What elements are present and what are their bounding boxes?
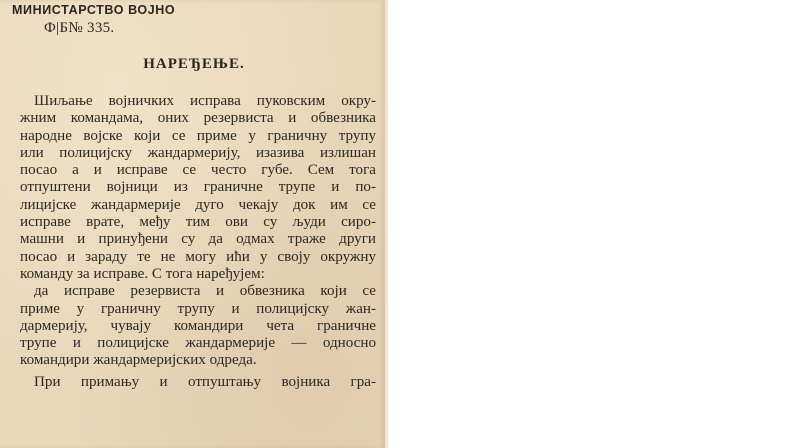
- text-line: машни и принуђени су да одмах траже други: [20, 231, 376, 248]
- text-line: лицијске жандармерије дуго чекају док им се: [20, 196, 376, 213]
- blank-area: [388, 0, 800, 448]
- document-body: [20, 93, 376, 391]
- text-line: Шиљање војничких исправа пуковским окру-: [34, 93, 376, 109]
- text-line: дармерију, чувају командири чета граничне: [20, 317, 376, 334]
- document-number: Ф|Б№ 335.: [44, 20, 115, 36]
- text-line: народне војске који се приме у граничну трупу: [20, 127, 376, 144]
- text-line: командири жандармеријских одреда.: [20, 352, 257, 369]
- text-line: посао а и исправе се често губе. Сем тога: [20, 162, 376, 179]
- text-line: исправе врате, међу тим ови су људи сиро-: [20, 214, 376, 231]
- text-line: посао и зараду те не могу ићи у своју окружну: [20, 248, 376, 265]
- text-line: отпуштени војници из граничне трупе и по-: [20, 179, 376, 196]
- paragraph-1: [20, 93, 376, 283]
- text-line: трупе и полицијске жандармерије — односно: [20, 335, 376, 352]
- text-line: команду за исправе. С тога наређујем:: [20, 265, 265, 282]
- document-title: НАРЕЂЕЊЕ.: [143, 56, 245, 72]
- text-line: жним командама, оних резервиста и обвезника: [20, 110, 376, 127]
- paragraph-3: [20, 374, 376, 391]
- ministry-header: МИНИСТАРСТВО ВОЈНО: [12, 3, 176, 17]
- scanned-document-page: [0, 0, 388, 448]
- paragraph-2: [20, 283, 376, 369]
- text-line: При примању и отпуштању војника гра-: [34, 373, 376, 390]
- text-line: приме у граничну трупу и полицијску жан-: [20, 300, 376, 317]
- text-line: да исправе резервиста и обвезника који се: [34, 283, 376, 300]
- text-line: или полицијску жандармерију, изазива излишан: [20, 144, 376, 161]
